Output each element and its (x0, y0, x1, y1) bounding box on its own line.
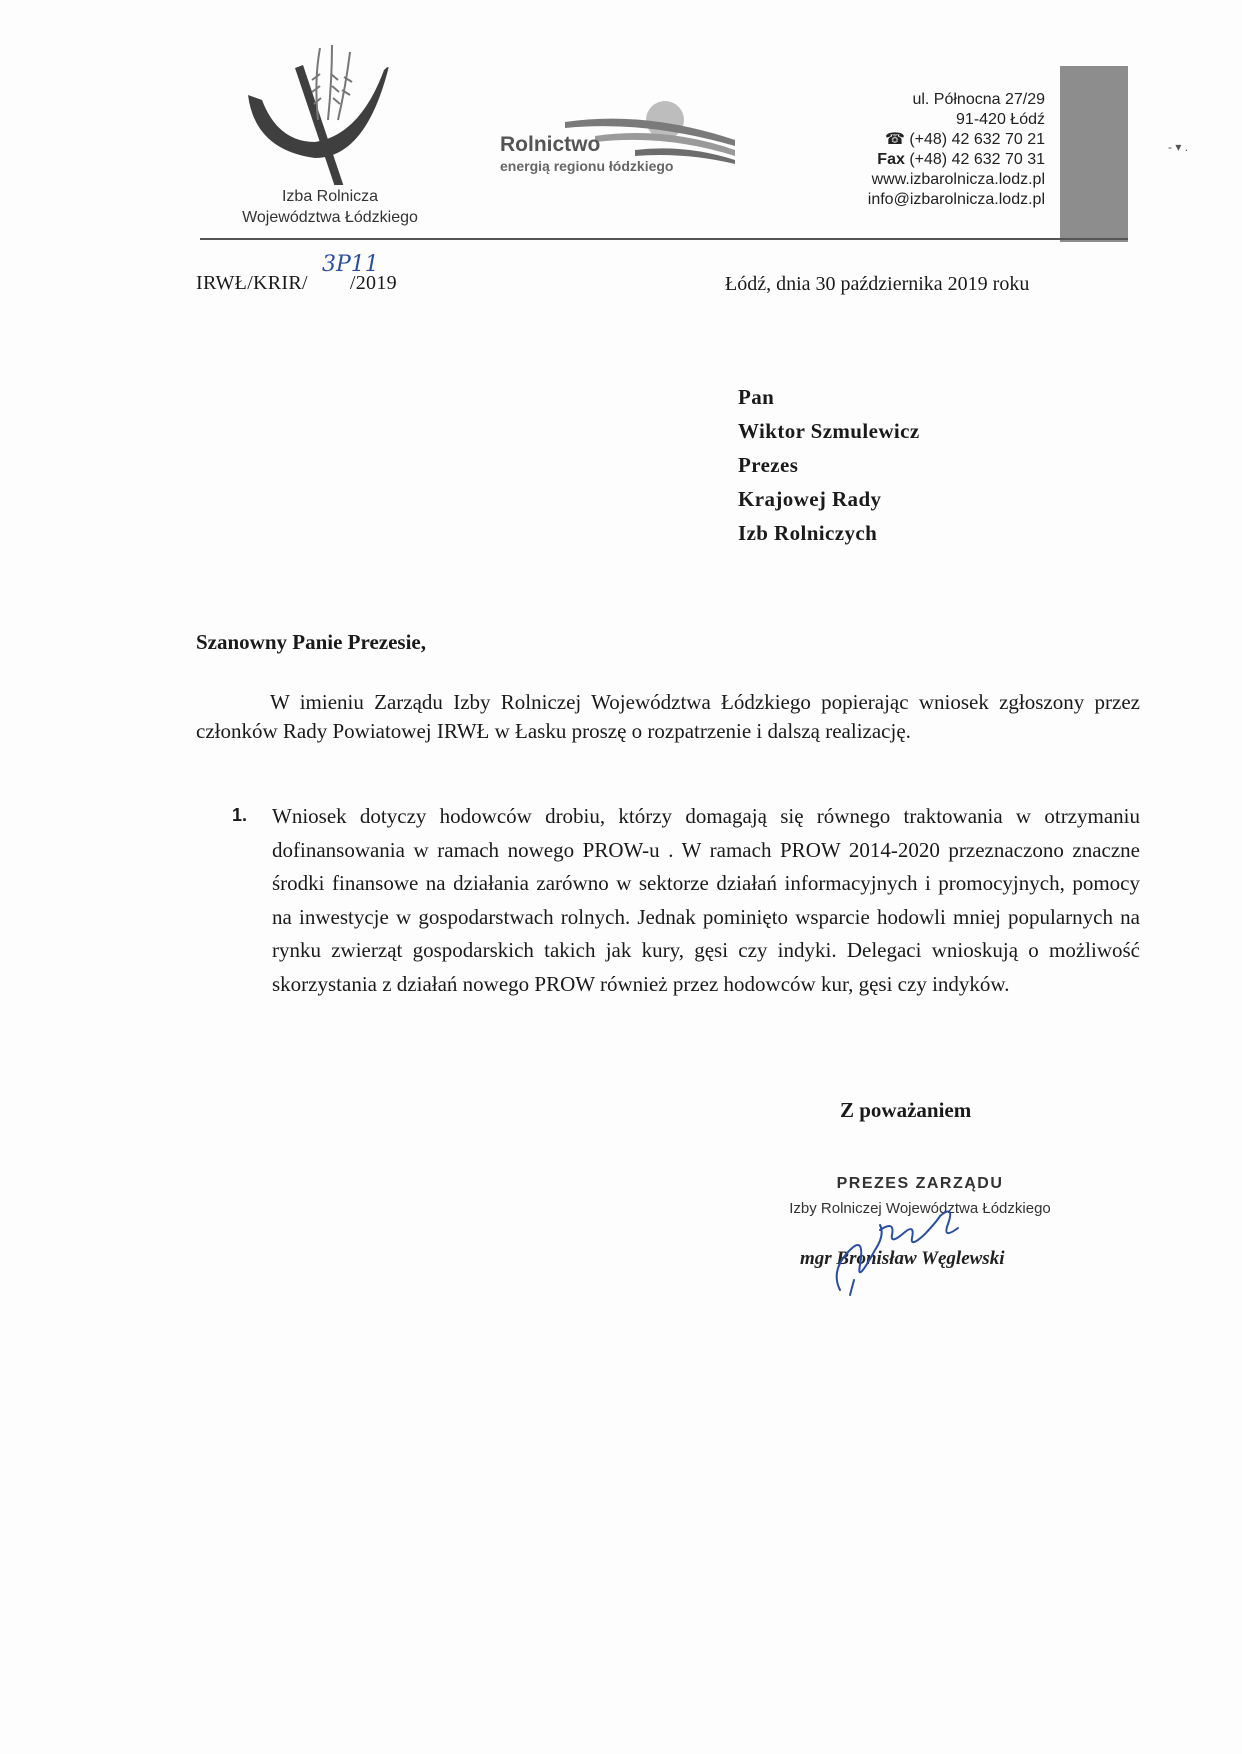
salutation: Szanowny Panie Prezesie, (196, 630, 426, 654)
reference-handwritten: 3Р11 (322, 252, 379, 277)
phone-line (780, 130, 1045, 150)
signature-name: mgr Bronisław Węglewski (800, 1248, 1005, 1269)
fax-line (780, 150, 1045, 170)
reference-prefix: IRWŁ/KRIR/ (196, 272, 308, 294)
closing: Z poważaniem (840, 1098, 972, 1122)
fax-number: (+48) 42 632 70 31 (909, 151, 1045, 168)
recipient-line: Prezes (738, 453, 799, 477)
header-divider (200, 238, 1128, 240)
sickle-wheat-logo-icon (240, 40, 410, 185)
letter-date: Łódź, dnia 30 października 2019 roku (725, 273, 1030, 295)
handwritten-signature-icon (820, 1190, 980, 1300)
signature-title: PREZES ZARZĄDU (836, 1175, 1004, 1192)
reference-suffix: /2019 (349, 272, 397, 294)
point-number: 1. (232, 805, 248, 825)
point-text: Wniosek dotyczy hodowców drobiu, którzy domagają się równego traktowania w otrzymaniu dofinansowania w ramach nowego PROW-u . W ramach PROW 2014-2020 przeznaczono znaczne środki finansowe na działania zarówno w sektorze działań informacyjnych i promocyjnych, pomocy na inwestycje w gospodarstwach rolnych. Jednak pominięto wsparcie hodowli mniej popularnych na rynku zwierząt gospodarskich takich jak kury, gęsi czy indyki. Delegaci wnioskują o możliwość skorzystania z działań nowego PROW również przez hodowców kur, gęsi czy indyków. (272, 804, 1140, 996)
header-gray-bar (1060, 66, 1128, 242)
intro-paragraph: W imieniu Zarządu Izby Rolniczej Województwa Łódzkiego popierając wniosek zgłoszony przez członków Rady Powiatowej IRWŁ w Łasku proszę o rozpatrzenie i dalszą realizację. (196, 690, 1140, 743)
contact-block (780, 90, 1045, 210)
organization-name (200, 186, 460, 228)
recipient-line: Izb Rolniczych (738, 521, 878, 545)
recipient-line: Pan (738, 385, 775, 409)
phone-number: (+48) 42 632 70 21 (909, 131, 1045, 148)
email: info@izbarolnicza.lodz.pl (867, 191, 1045, 208)
website: www.izbarolnicza.lodz.pl (871, 171, 1045, 188)
recipient-line: Wiktor Szmulewicz (738, 419, 920, 443)
recipient-line: Krajowej Rady (738, 487, 882, 511)
signature-organization: Izby Rolniczej Województwa Łódzkiego (789, 1200, 1051, 1217)
phone-icon: ☎ (884, 131, 905, 148)
slogan-title: Rolnictwo (500, 133, 601, 156)
recipient-block (738, 380, 920, 550)
address-city: 91-420 Łódź (956, 111, 1045, 128)
address-street: ul. Północna 27/29 (912, 91, 1045, 108)
fax-label: Fax (877, 151, 905, 168)
scan-mark: - ▾ . (1168, 140, 1189, 154)
slogan-subtitle: energią regionu łódzkiego (500, 158, 674, 174)
org-name-line2: Województwa Łódzkiego (242, 209, 418, 226)
org-name-line1: Izba Rolnicza (281, 188, 379, 205)
